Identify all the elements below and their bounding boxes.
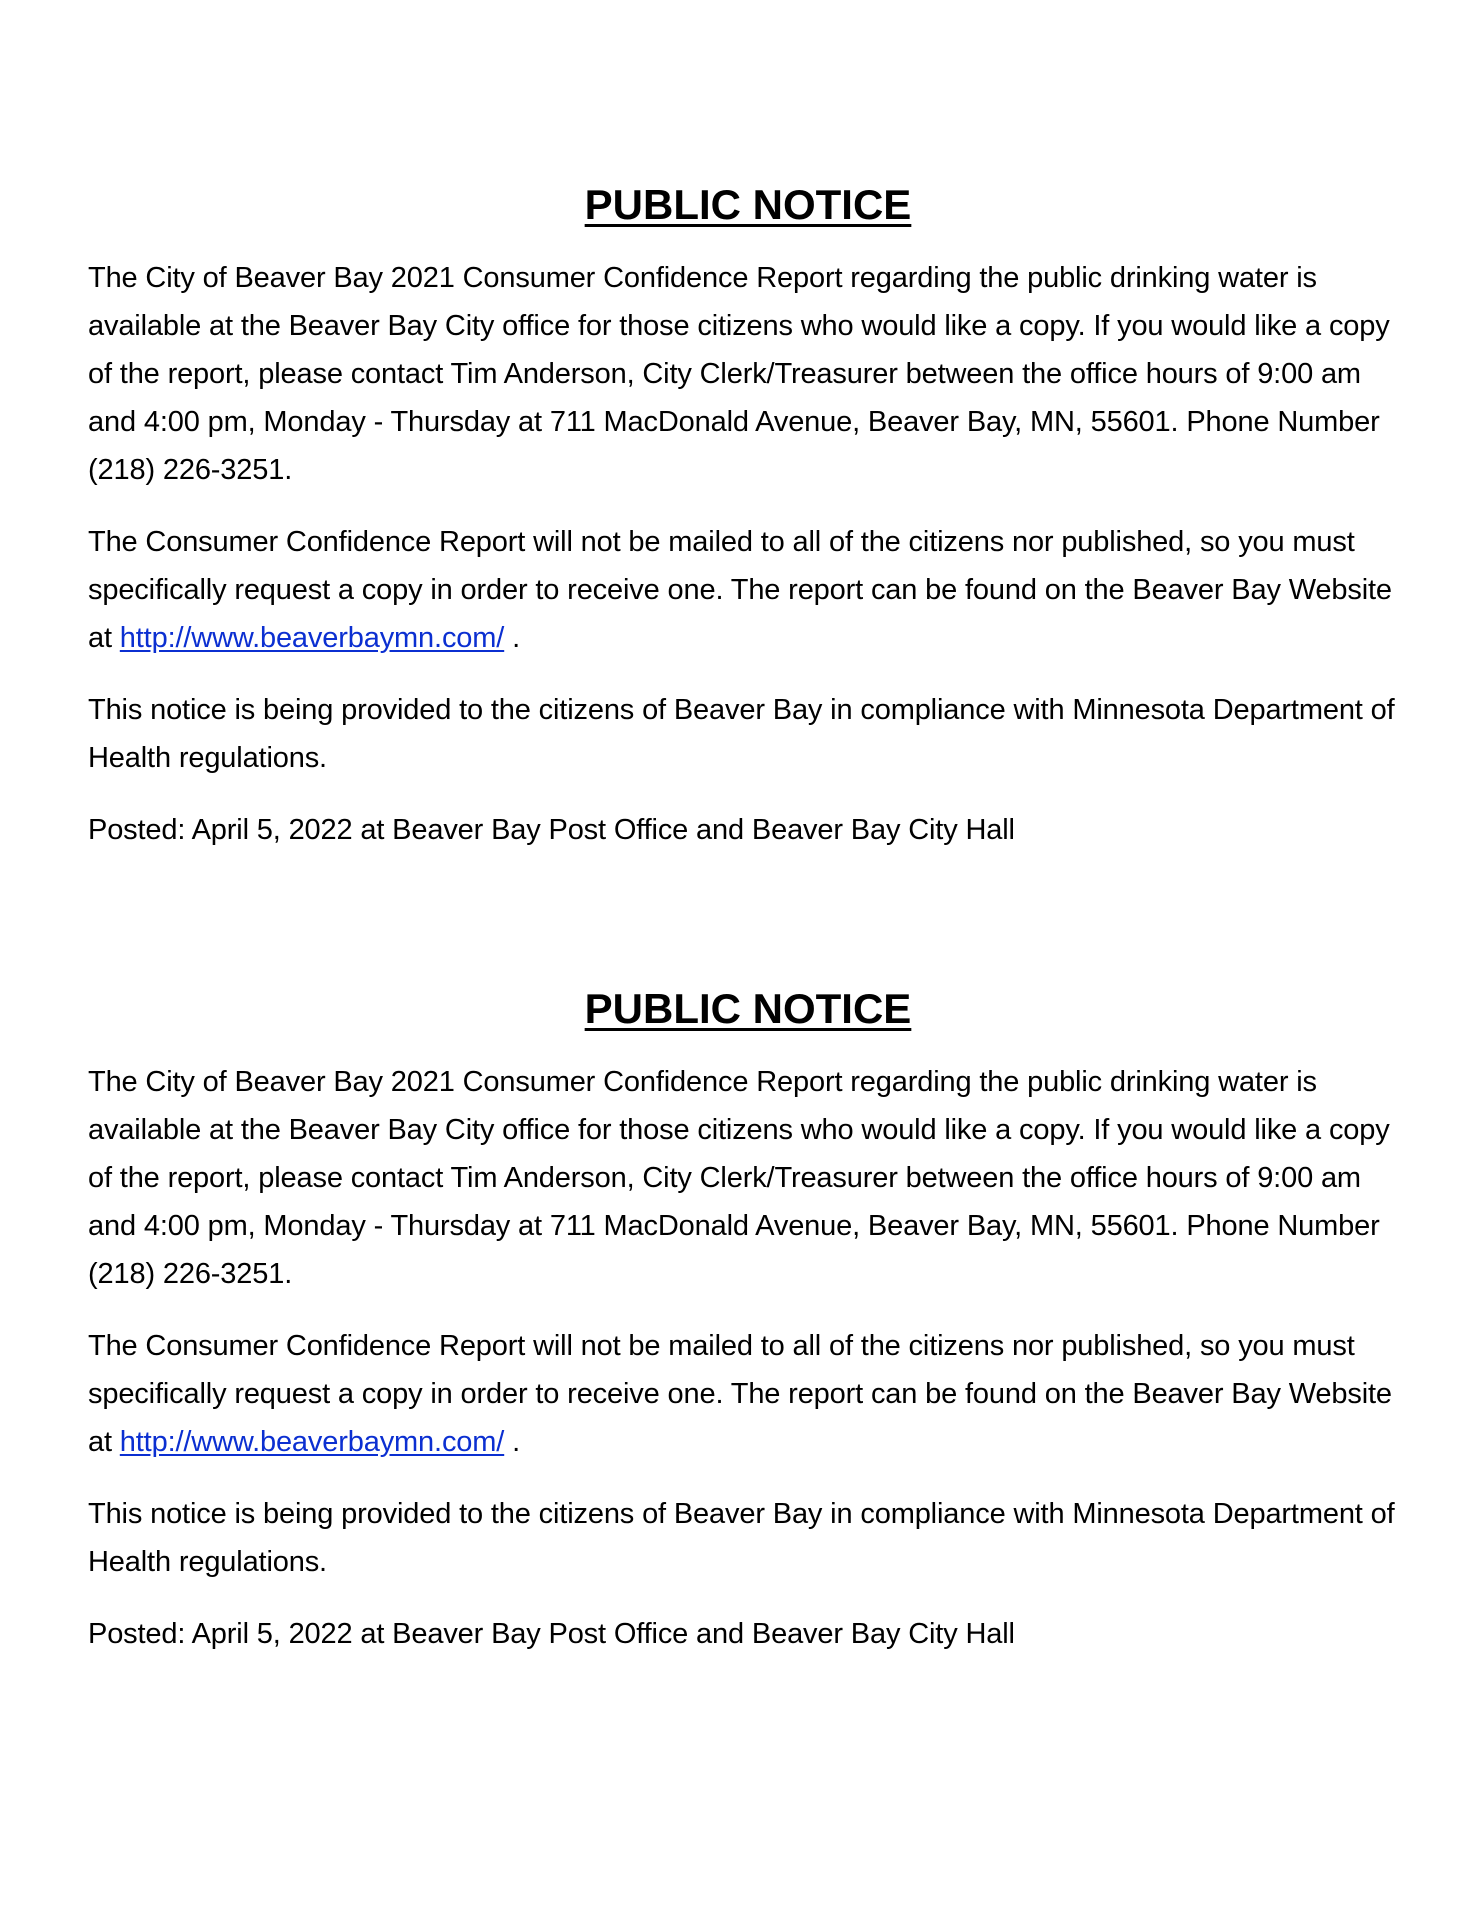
website-link[interactable]: http://www.beaverbaymn.com/ — [119, 1426, 505, 1458]
notice-paragraph-compliance: This notice is being provided to the citizens of Beaver Bay in compliance with Minnesota Department of Health regulations. — [88, 694, 1395, 774]
notice-title: PUBLIC NOTICE — [584, 181, 912, 228]
request-text: The Consumer Confidence Report will not be mailed to all of the citizens nor published, so you must specifically request a copy in order to receive one. The report can be found on the Beaver Bay Website at — [88, 526, 1392, 654]
public-notice-2 — [88, 982, 1408, 1682]
notice-title: PUBLIC NOTICE — [584, 985, 912, 1032]
notice-paragraph-compliance: This notice is being provided to the citizens of Beaver Bay in compliance with Minnesota Department of Health regulations. — [88, 1498, 1395, 1578]
website-link[interactable]: http://www.beaverbaymn.com/ — [119, 622, 505, 654]
request-text-end: . — [504, 1426, 521, 1458]
request-text: The Consumer Confidence Report will not be mailed to all of the citizens nor published, so you must specifically request a copy in order to receive one. The report can be found on the Beaver Bay Website at — [88, 1330, 1392, 1458]
notice-paragraph-availability: The City of Beaver Bay 2021 Consumer Confidence Report regarding the public drinking water is available at the Beaver Bay City office for those citizens who would like a copy. If you would like a copy of the report, please contact Tim Anderson, City Clerk/Treasurer between the office hours of 9:00 am and 4:00 pm, Monday - Thursday at 711 MacDonald Avenue, Beaver Bay, MN, 55601. Phone Number (218) 226-3251. — [88, 262, 1390, 486]
notice-paragraph-request — [88, 1322, 1408, 1466]
request-text-end: . — [504, 622, 521, 654]
notice-paragraph-request — [88, 518, 1408, 662]
public-notice-1 — [88, 178, 1408, 878]
notice-posted-line: Posted: April 5, 2022 at Beaver Bay Post Office and Beaver Bay City Hall — [88, 1618, 1015, 1650]
notice-posted-line: Posted: April 5, 2022 at Beaver Bay Post Office and Beaver Bay City Hall — [88, 814, 1015, 846]
notice-paragraph-availability: The City of Beaver Bay 2021 Consumer Confidence Report regarding the public drinking water is available at the Beaver Bay City office for those citizens who would like a copy. If you would like a copy of the report, please contact Tim Anderson, City Clerk/Treasurer between the office hours of 9:00 am and 4:00 pm, Monday - Thursday at 711 MacDonald Avenue, Beaver Bay, MN, 55601. Phone Number (218) 226-3251. — [88, 1066, 1390, 1290]
